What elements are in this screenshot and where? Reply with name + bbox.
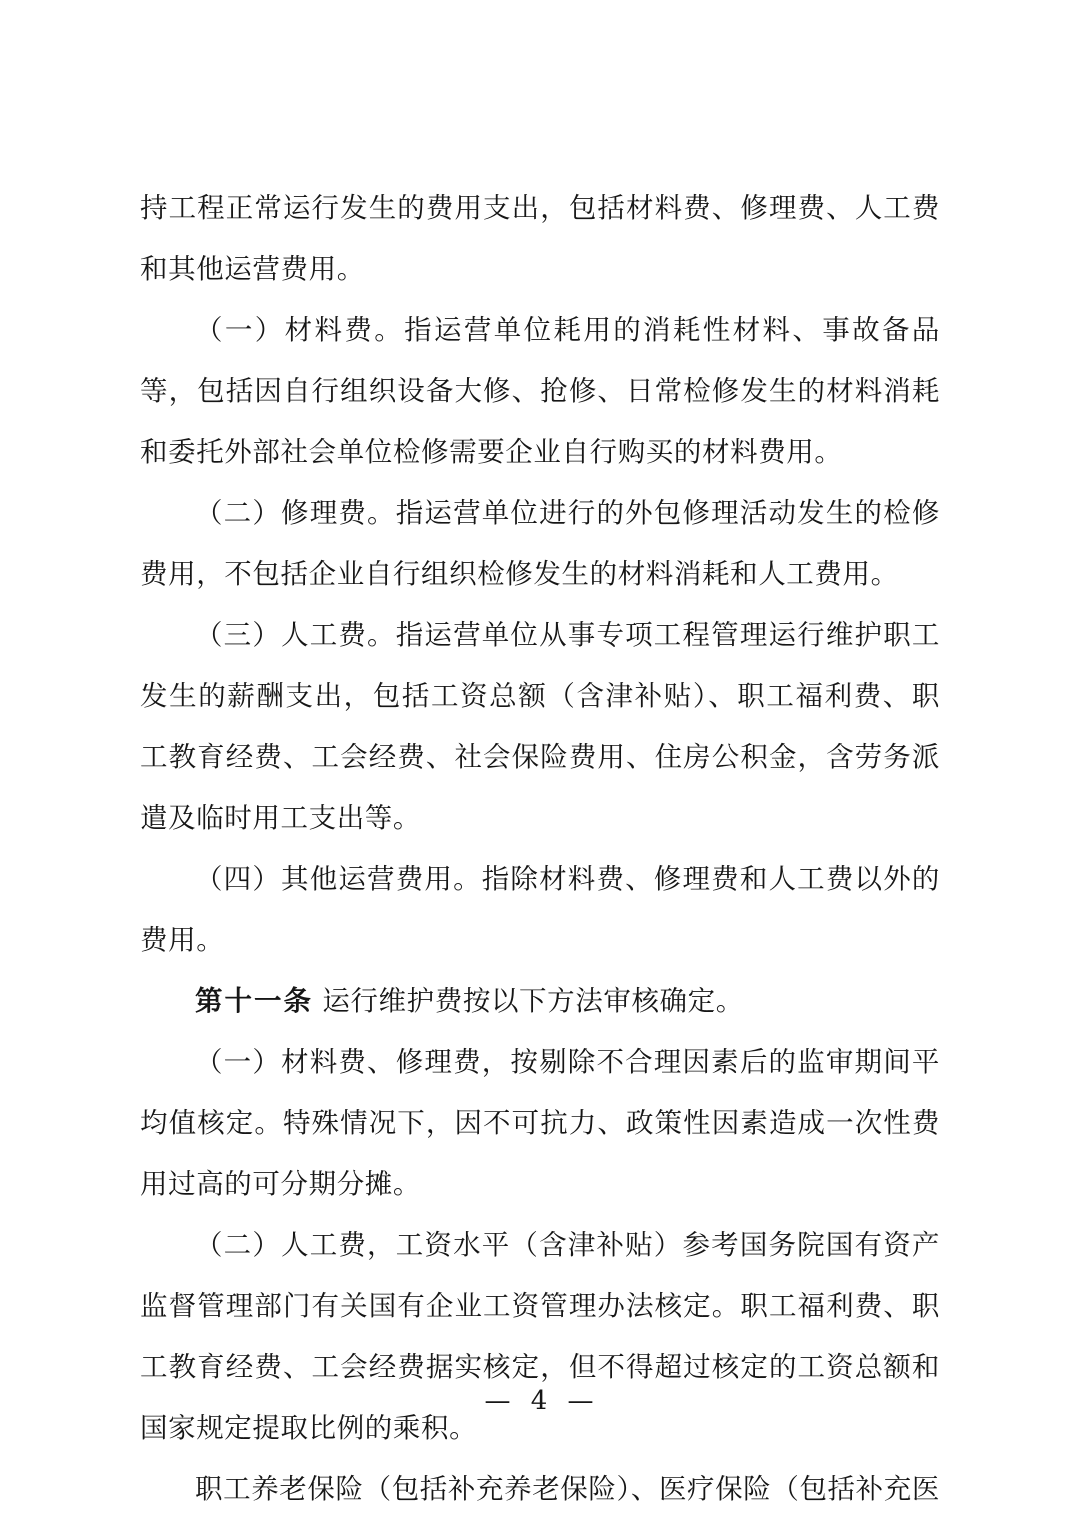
paragraph-text: （四）其他运营费用。指除材料费、修理费和人工费以外的费用。 [140,863,940,956]
page-marker-right: — [567,1386,596,1416]
paragraph-text: 持工程正常运行发生的费用支出，包括材料费、修理费、人工费和其他运营费用。 [140,192,940,285]
page-number: 4 [530,1386,550,1416]
paragraph-method-two [140,1215,940,1459]
paragraph-text: （三）人工费。指运营单位从事专项工程管理运行维护职工发生的薪酬支出，包括工资总额（含津补贴）、职工福利费、职工教育经费、工会经费、社会保险费用、住房公积金，含劳务派遣及临时用工支出等。 [140,619,940,834]
paragraph-other-operating-fee [140,849,940,971]
paragraph-article-eleven [140,971,940,1032]
page-marker-left: — [484,1386,513,1416]
paragraph-text: 运行维护费按以下方法审核确定。 [322,985,744,1017]
paragraph-text: （二）人工费，工资水平（含津补贴）参考国务院国有资产监督管理部门有关国有企业工资管理办法核定。职工福利费、职工教育经费、工会经费据实核定，但不得超过核定的工资总额和国家规定提取比例的乘积。 [140,1229,940,1444]
paragraph-text: （一）材料费。指运营单位耗用的消耗性材料、事故备品等，包括因自行组织设备大修、抢修、日常检修发生的材料消耗和委托外部社会单位检修需要企业自行购买的材料费用。 [140,314,940,468]
paragraph-method-one [140,1032,940,1215]
paragraph-material-fee [140,300,940,483]
article-number-label: 第十一条 [195,985,313,1017]
paragraph-text: （一）材料费、修理费，按剔除不合理因素后的监审期间平均值核定。特殊情况下，因不可抗力、政策性因素造成一次性费用过高的可分期分摊。 [140,1046,940,1200]
paragraph-text: （二）修理费。指运营单位进行的外包修理活动发生的检修费用，不包括企业自行组织检修发生的材料消耗和人工费用。 [140,497,940,590]
paragraph-repair-fee [140,483,940,605]
paragraph-1 [140,178,940,300]
page-footer [0,1386,1080,1416]
document-body [140,178,940,1520]
paragraph-insurance-continued [140,1459,940,1520]
paragraph-labor-fee [140,605,940,849]
paragraph-text: 职工养老保险（包括补充养老保险）、医疗保险（包括补充医 [195,1473,940,1505]
